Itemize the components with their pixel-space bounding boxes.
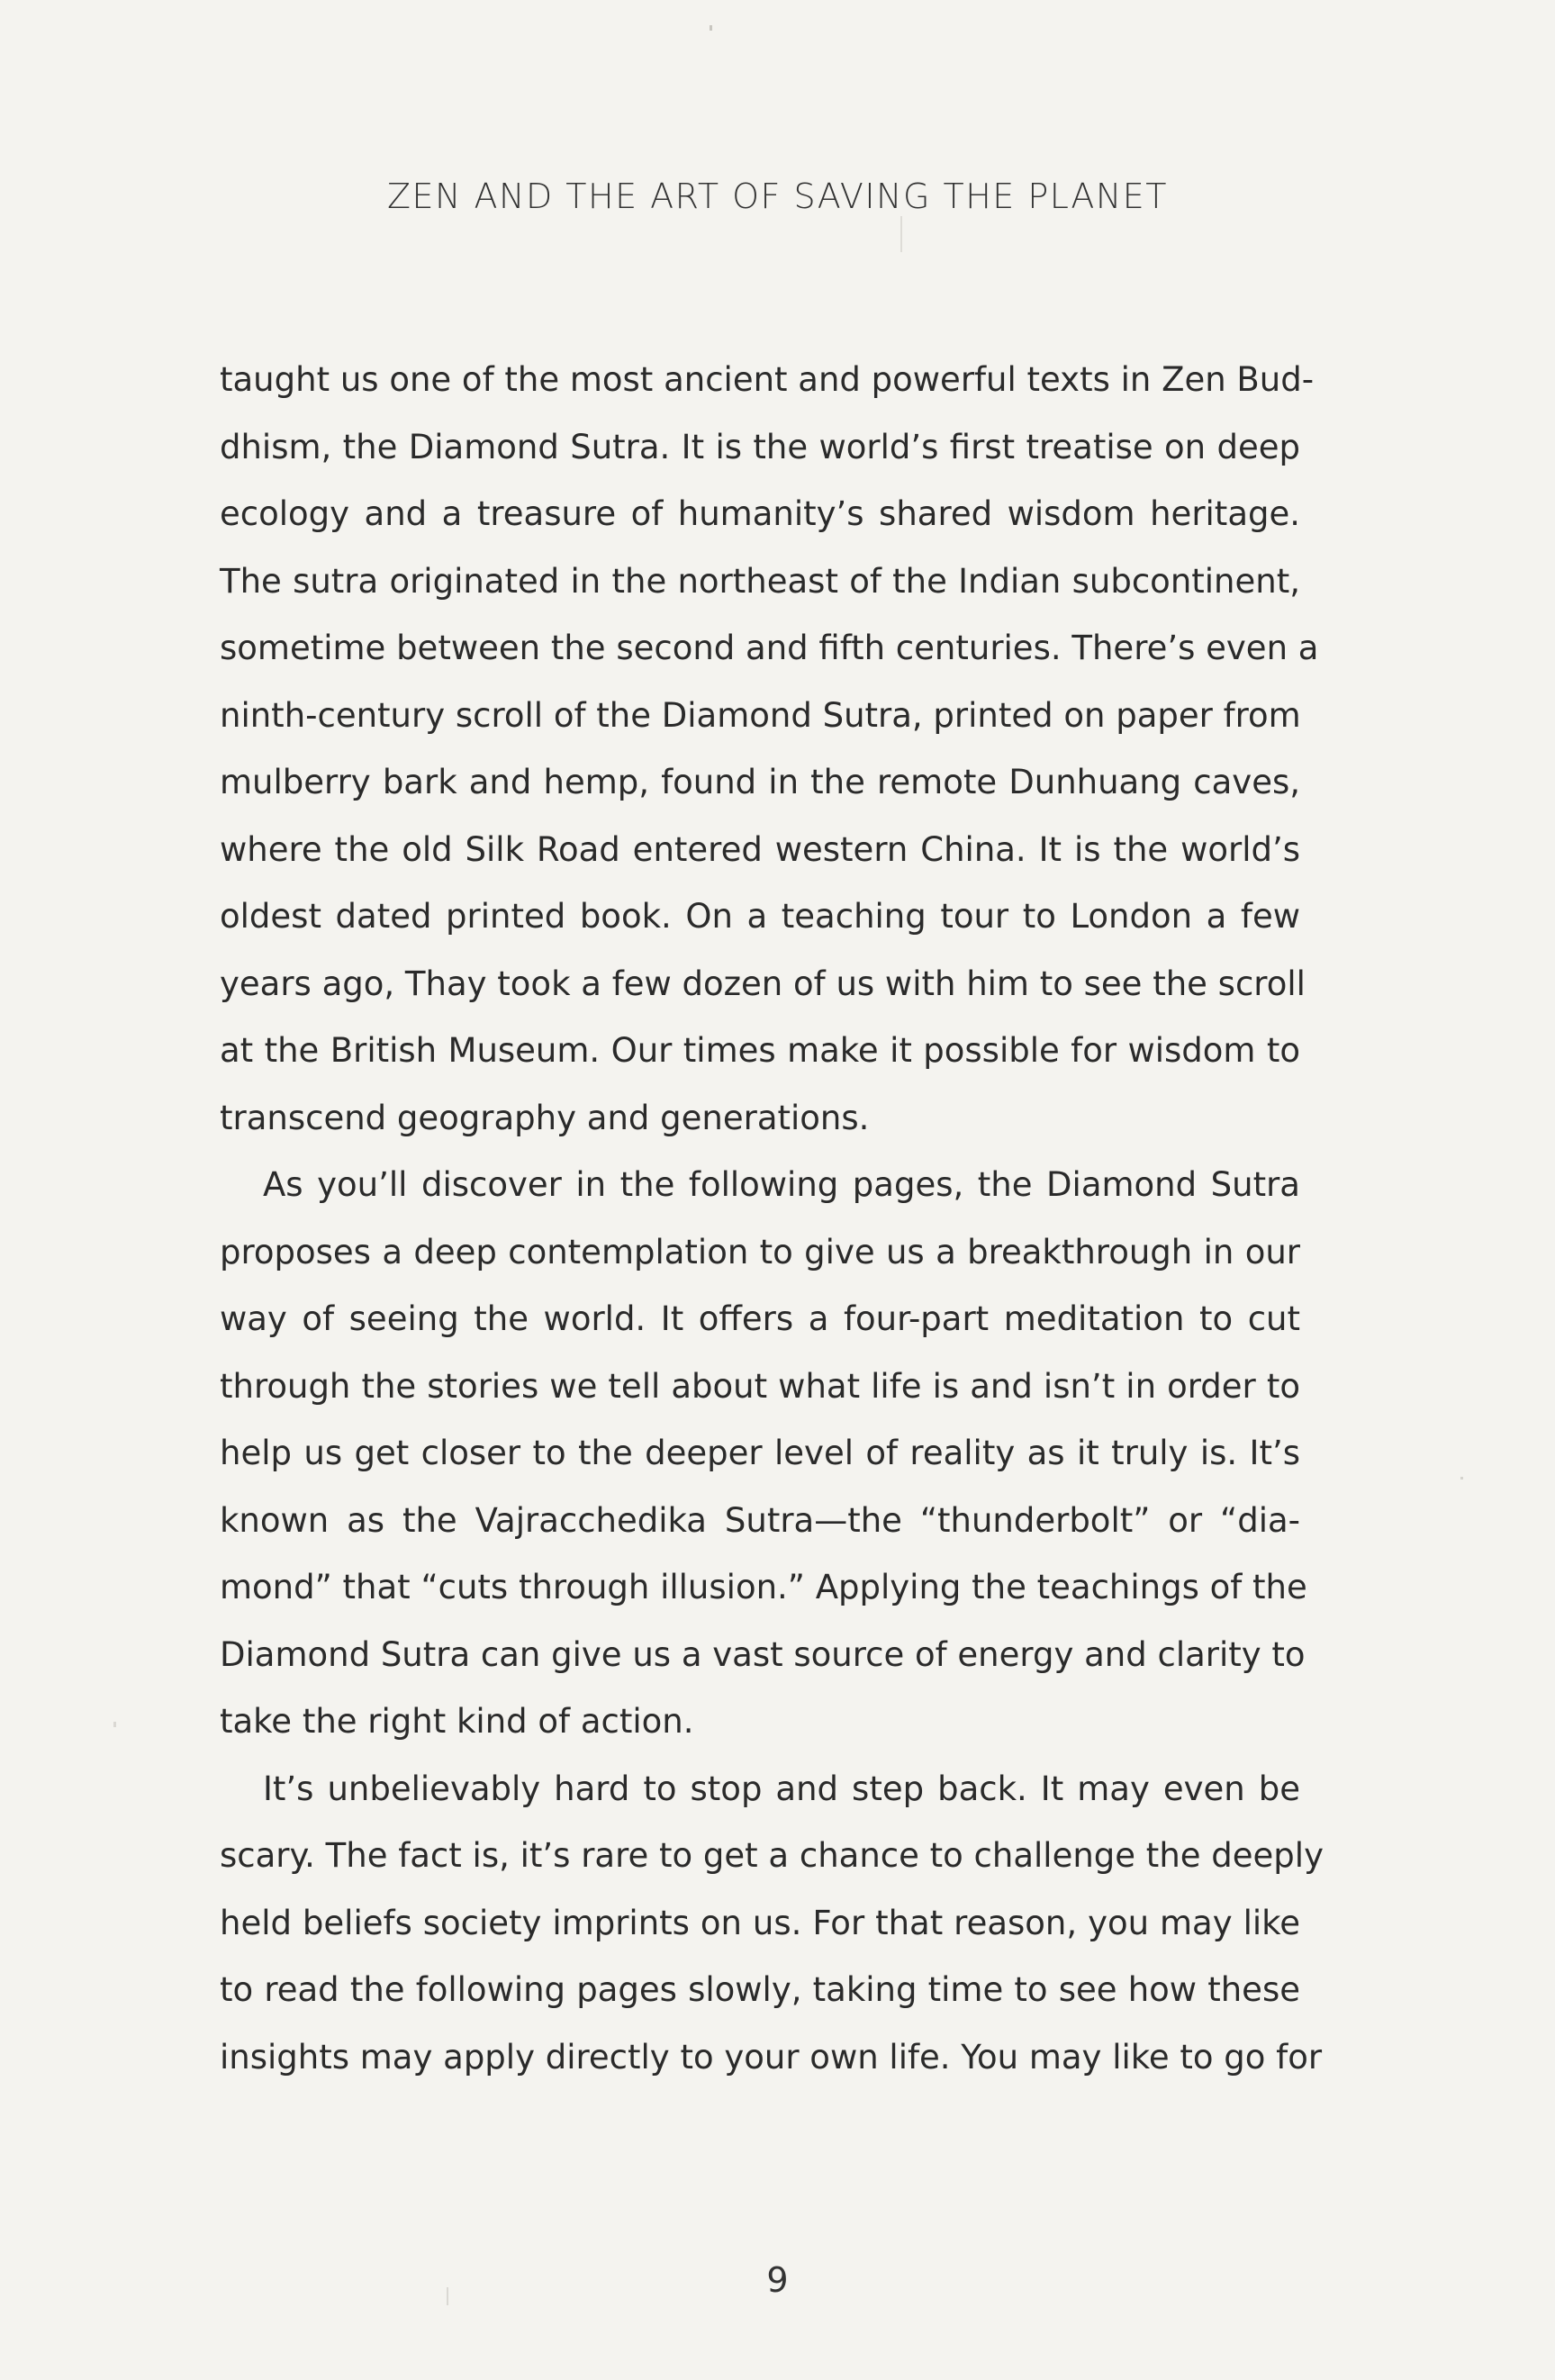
scan-speck xyxy=(1460,1477,1463,1480)
text-line: taught us one of the most ancient and powerful texts in Zen Bud- xyxy=(220,360,1315,399)
text-line: dhism, the Diamond Sutra. It is the world’s first treatise on deep xyxy=(220,427,1300,466)
text-line: where the old Silk Road entered western China. It is the world’s xyxy=(220,829,1300,869)
body-text xyxy=(220,347,1324,2091)
text-line: sometime between the second and fifth centuries. There’s even a xyxy=(220,629,1319,667)
text-line: held beliefs society imprints on us. For that reason, you may like xyxy=(220,1903,1300,1942)
text-line: years ago, Thay took a few dozen of us with him to see the scroll xyxy=(220,964,1306,1003)
text-line: way of seeing the world. It offers a four-part meditation to cut xyxy=(220,1299,1300,1338)
scan-speck xyxy=(447,2287,448,2305)
text-line: ninth-century scroll of the Diamond Sutra, printed on paper from xyxy=(220,695,1301,735)
text-line: mulberry bark and hemp, found in the remote Dunhuang caves, xyxy=(220,763,1300,801)
text-line: at the British Museum. Our times make it possible for wisdom to xyxy=(220,1031,1300,1070)
text-line: As you’ll discover in the following pages, the Diamond Sutra xyxy=(263,1165,1300,1204)
text-line: through the stories we tell about what life is and isn’t in order to xyxy=(220,1366,1300,1406)
scan-speck xyxy=(113,1722,116,1727)
text-line: The sutra originated in the northeast of the Indian subcontinent, xyxy=(220,561,1300,601)
scan-speck xyxy=(900,216,902,252)
text-line: take the right kind of action. xyxy=(220,1702,694,1741)
text-line: Diamond Sutra can give us a vast source of energy and clarity to xyxy=(220,1634,1306,1674)
text-line: to read the following pages slowly, taking time to see how these xyxy=(220,1970,1300,2009)
text-line: insights may apply directly to your own life. You may like to go for xyxy=(220,2037,1323,2077)
text-line: known as the Vajracchedika Sutra—the “thunderbolt” or “dia- xyxy=(220,1500,1300,1540)
running-head: ZEN AND THE ART OF SAVING THE PLANET xyxy=(387,176,1168,216)
text-line: It’s unbelievably hard to stop and step back. It may even be xyxy=(263,1769,1300,1808)
text-line: transcend geography and generations. xyxy=(220,1098,870,1137)
text-line: scary. The fact is, it’s rare to get a chance to challenge the deeply xyxy=(220,1836,1324,1875)
text-line: help us get closer to the deeper level of reality as it truly is. It’s xyxy=(220,1434,1300,1472)
text-line: oldest dated printed book. On a teaching tour to London a few xyxy=(220,897,1300,936)
text-line: mond” that “cuts through illusion.” Applying the teachings of the xyxy=(220,1568,1307,1606)
text-line: proposes a deep contemplation to give us a breakthrough in our xyxy=(220,1232,1300,1271)
scan-speck xyxy=(710,25,712,31)
text-line: ecology and a treasure of humanity’s shared wisdom heritage. xyxy=(220,494,1300,533)
page-number: 9 xyxy=(766,2260,789,2300)
